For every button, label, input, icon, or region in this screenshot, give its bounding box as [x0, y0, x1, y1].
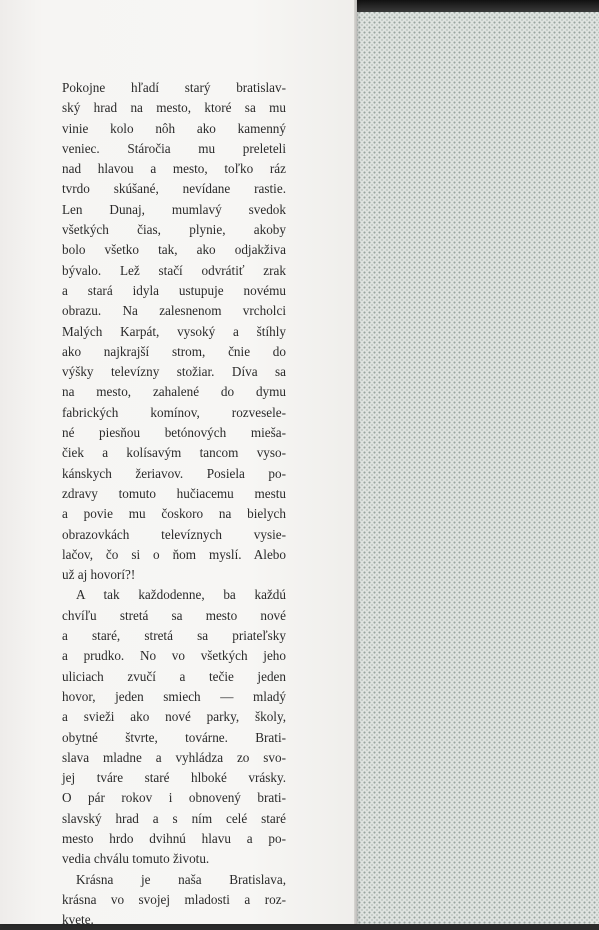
- text-line: tvrdo skúšané, nevídane rastie.: [62, 181, 286, 197]
- text-line: a prudko. No vo všetkých jeho: [62, 648, 286, 664]
- text-line: obrazovkách televíznych vysie-: [62, 526, 286, 542]
- text-line: Len Dunaj, mumlavý svedok: [62, 201, 286, 217]
- text-line: na mesto, zahalené do dymu: [62, 384, 286, 400]
- text-line: čiek a kolísavým tancom vyso-: [62, 445, 286, 461]
- text-line: A tak každodenne, ba každú: [76, 587, 286, 603]
- text-line: a povie mu čoskoro na bielych: [62, 506, 286, 522]
- text-line: krásna vo svojej mladosti a roz-: [62, 891, 286, 907]
- text-line: obrazu. Na zalesnenom vrcholci: [62, 303, 286, 319]
- text-line: vinie kolo nôh ako kamenný: [62, 120, 286, 136]
- text-line: výšky televízny stožiar. Díva sa: [62, 364, 286, 380]
- text-line: kvete.: [62, 912, 94, 928]
- text-line: slavský hrad a s ním celé staré: [62, 810, 286, 826]
- text-line: né piesňou betónových mieša-: [62, 425, 286, 441]
- text-line: Pokojne hľadí starý bratislav-: [62, 80, 286, 95]
- text-line: Malých Karpát, vysoký a štíhly: [62, 323, 286, 339]
- text-line: a stará idyla ustupuje novému: [62, 282, 286, 298]
- text-line: kánskych žeriavov. Posiela po-: [62, 465, 286, 481]
- text-line: hovor, jeden smiech — mladý: [62, 688, 286, 704]
- text-line: uliciach zvučí a tečie jeden: [62, 668, 286, 684]
- text-line: jej tváre staré hlboké vrásky.: [62, 770, 286, 786]
- text-line: nad hlavou a mesto, toľko ráz: [62, 161, 286, 177]
- text-line: chvíľu stretá sa mesto nové: [62, 607, 286, 623]
- text-line: bolo všetko tak, ako odjakživa: [62, 242, 286, 258]
- flap-text: [62, 78, 286, 930]
- text-line: a svieži ako nové parky, školy,: [62, 709, 286, 725]
- text-line: slava mladne a vyhládza zo svo-: [62, 749, 286, 765]
- text-line: obytné štvrte, továrne. Brati-: [62, 729, 286, 745]
- paragraph: [62, 585, 286, 869]
- text-line: ský hrad na mesto, ktoré sa mu: [62, 100, 286, 116]
- text-line: veniec. Stáročia mu preleteli: [62, 140, 286, 156]
- paragraph: [62, 78, 286, 585]
- text-line: Krásna je naša Bratislava,: [76, 871, 286, 887]
- paragraph: [62, 870, 286, 930]
- text-line: vedia chválu tomuto životu.: [62, 851, 210, 867]
- flap-edge: [354, 0, 357, 924]
- text-line: bývalo. Lež stačí odvrátiť zrak: [62, 262, 286, 278]
- dotted-cover-panel: [352, 10, 599, 924]
- text-line: lačov, čo si o ňom myslí. Alebo: [62, 546, 286, 562]
- text-line: ako najkrajší strom, čnie do: [62, 343, 286, 359]
- text-line: fabrických komínov, rozvesele-: [62, 404, 286, 420]
- text-line: a staré, stretá sa priateľsky: [62, 628, 286, 644]
- text-line: už aj hovorí?!: [62, 567, 136, 583]
- top-shadow: [350, 0, 599, 12]
- text-line: mesto hrdo dvihnú hlavu a po-: [62, 830, 286, 846]
- text-line: všetkých čias, plynie, akoby: [62, 222, 286, 238]
- text-line: O pár rokov i obnovený brati-: [62, 790, 286, 806]
- text-line: zdravy tomuto hučiacemu mestu: [62, 485, 286, 501]
